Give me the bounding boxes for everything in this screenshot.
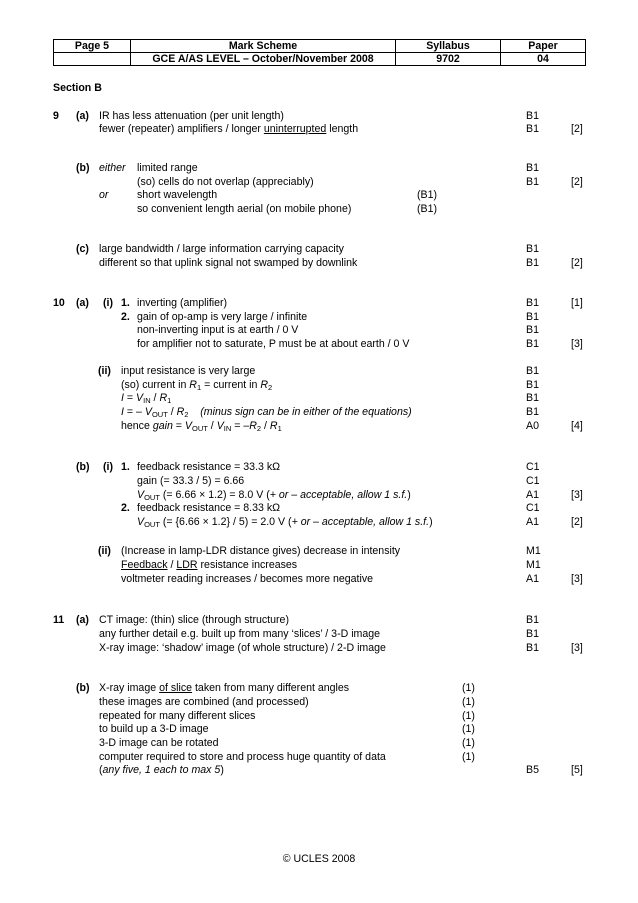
q10a-i-line-4: for amplifier not to saturate, P must be at about earth / 0 V <box>137 338 410 350</box>
q10a-i-total-2: [3] <box>571 338 583 350</box>
q11a-label: (a) <box>76 614 89 626</box>
q10a-i-mark-3: B1 <box>526 324 539 336</box>
q9b-mark-1: B1 <box>526 162 539 174</box>
q10a-ii-line-2: (so) current in $R_1$ = current in $R_2$ <box>121 379 273 392</box>
q11-number: 11 <box>53 614 65 626</box>
q11a-line-3: X-ray image: ‘shadow’ image (of whole structure) / 2-D image <box>99 642 386 654</box>
q10b-ii-line-1: (Increase in lamp-LDR distance gives) decrease in intensity <box>121 545 401 557</box>
q10b-i-line-1: feedback resistance = 33.3 kΩ <box>137 461 281 473</box>
page-label: Page 5 <box>54 40 131 53</box>
header-row-labels <box>54 40 586 53</box>
q9c-label: (c) <box>76 243 89 255</box>
q10b-i-mark-1: C1 <box>526 461 540 473</box>
q9b-alt-mark-1: (B1) <box>417 189 438 201</box>
q10b-i-line-4: feedback resistance = 8.33 kΩ <box>137 502 281 514</box>
q9c-line-1: large bandwidth / large information carrying capacity <box>99 243 344 255</box>
q9b-total: [2] <box>571 176 583 188</box>
exam-title: GCE A/AS LEVEL – October/November 2008 <box>131 53 396 66</box>
q11a-mark-3: B1 <box>526 642 539 654</box>
q10b-ii-mark-3: A1 <box>526 573 539 585</box>
q11a-line-2: any further detail e.g. built up from many ‘slices’ / 3-D image <box>99 628 381 640</box>
q10b-i-line-3: $V_{OUT}$ (= 6.66 × 1.2) = 8.0 V (+ or – acceptable, allow 1 s.f.) <box>137 489 411 502</box>
scheme-label: Mark Scheme <box>131 40 396 53</box>
q9a-line-2: fewer (repeater) amplifiers / longer uninterrupted length <box>99 123 359 135</box>
q10a-i-mark-2: B1 <box>526 311 539 323</box>
q11a-mark-1: B1 <box>526 614 539 626</box>
q11b-line-3: repeated for many different slices <box>99 710 256 722</box>
q10b-i-total-2: [2] <box>571 516 583 528</box>
q9a-mark-1: B1 <box>526 110 539 122</box>
header-table <box>53 39 586 66</box>
q10b-ii-line-3: voltmeter reading increases / becomes more negative <box>121 573 374 585</box>
paper-code: 04 <box>501 53 586 66</box>
q11a-line-1: CT image: (thin) slice (through structure) <box>99 614 289 626</box>
q9c-mark-2: B1 <box>526 257 539 269</box>
q10b-i-total-1: [3] <box>571 489 583 501</box>
q11b-total: [5] <box>571 764 583 776</box>
syllabus-code: 9702 <box>396 53 501 66</box>
q9a-line-1: IR has less attenuation (per unit length) <box>99 110 284 122</box>
q11b-line-4: to build up a 3-D image <box>99 723 209 735</box>
q10b-i-mark-5: A1 <box>526 516 539 528</box>
q10b-ii-mark-2: M1 <box>526 559 541 571</box>
q10b-ii-total: [3] <box>571 573 583 585</box>
q10a-ii-line-4: I = – $V_{OUT} / R_2$ (minus sign can be in either of the equations) <box>121 406 412 419</box>
q9b-mark-2: B1 <box>526 176 539 188</box>
q9c-mark-1: B1 <box>526 243 539 255</box>
q9a-label: (a) <box>76 110 89 122</box>
q11b-sub-mark-6: (1) <box>462 751 475 763</box>
q10a-ii-mark-3: B1 <box>526 392 539 404</box>
q11b-sub-mark-2: (1) <box>462 696 475 708</box>
paper-label: Paper <box>501 40 586 53</box>
q9b-alt-mark-2: (B1) <box>417 203 438 215</box>
header-row-values <box>54 53 586 66</box>
q9a-mark-2: B1 <box>526 123 539 135</box>
q10-number: 10 <box>53 297 65 309</box>
q10b-ii-mark-1: M1 <box>526 545 541 557</box>
q11b-line-1: X-ray image of slice taken from many different angles <box>99 682 350 694</box>
q10a-i-total-1: [1] <box>571 297 583 309</box>
q10b-i-mark-4: C1 <box>526 502 540 514</box>
q10b-ii-label: (ii) <box>98 545 111 557</box>
q11b-line-2: these images are combined (and processed) <box>99 696 309 708</box>
q9b-line-1: limited range <box>137 162 198 174</box>
header-blank <box>54 53 131 66</box>
section-heading: Section B <box>53 82 102 94</box>
q10a-i-label: (i) <box>103 297 113 309</box>
q11b-line-5: 3-D image can be rotated <box>99 737 219 749</box>
q10a-ii-total: [4] <box>571 420 583 432</box>
q9b-or: or <box>99 189 109 201</box>
q10a-i-num-2: 2. <box>121 311 130 323</box>
q9b-line-3: short wavelength <box>137 189 218 201</box>
q10a-ii-label: (ii) <box>98 365 111 377</box>
q9b-line-4: so convenient length aerial (on mobile phone) <box>137 203 352 215</box>
q10a-ii-mark-2: B1 <box>526 379 539 391</box>
q9c-line-2: different so that uplink signal not swamped by downlink <box>99 257 358 269</box>
q11b-sub-mark-4: (1) <box>462 723 475 735</box>
q10a-ii-mark-5: A0 <box>526 420 539 432</box>
q9c-total: [2] <box>571 257 583 269</box>
q10a-ii-line-3: $I = V_{IN} / R_1$ <box>121 392 172 405</box>
q10b-label: (b) <box>76 461 90 473</box>
syllabus-label: Syllabus <box>396 40 501 53</box>
q10a-ii-mark-4: B1 <box>526 406 539 418</box>
q10b-i-label: (i) <box>103 461 113 473</box>
q10a-ii-mark-1: B1 <box>526 365 539 377</box>
q10b-ii-line-2: Feedback / LDR resistance increases <box>121 559 298 571</box>
q10a-i-mark-4: B1 <box>526 338 539 350</box>
q10a-i-mark-1: B1 <box>526 297 539 309</box>
q11b-line-7: (any five, 1 each to max 5) <box>99 764 224 776</box>
q9b-either: either <box>99 162 126 174</box>
q10a-i-line-1: inverting (amplifier) <box>137 297 228 309</box>
q10b-i-mark-2: C1 <box>526 475 540 487</box>
q11b-sub-mark-3: (1) <box>462 710 475 722</box>
q10a-label: (a) <box>76 297 89 309</box>
q9b-line-2: (so) cells do not overlap (appreciably) <box>137 176 314 188</box>
q10b-i-num-2: 2. <box>121 502 130 514</box>
q10b-i-line-5: $V_{OUT}$ (= {6.66 × 1.2} / 5) = 2.0 V (+ or – acceptable, allow 1 s.f.) <box>137 516 433 529</box>
q10a-i-num-1: 1. <box>121 297 130 309</box>
q11b-sub-mark-1: (1) <box>462 682 475 694</box>
q11a-mark-2: B1 <box>526 628 539 640</box>
q10a-ii-line-1: input resistance is very large <box>121 365 256 377</box>
q11b-sub-mark-5: (1) <box>462 737 475 749</box>
q9-number: 9 <box>53 110 59 122</box>
q11a-total: [3] <box>571 642 583 654</box>
q10a-i-line-2: gain of op-amp is very large / infinite <box>137 311 308 323</box>
q9a-total: [2] <box>571 123 583 135</box>
q10a-ii-line-5: hence gain = $V_{OUT} / V_{IN} = -R_2 / R_1$ <box>121 420 282 433</box>
q11b-label: (b) <box>76 682 90 694</box>
q9b-label: (b) <box>76 162 90 174</box>
q10b-i-mark-3: A1 <box>526 489 539 501</box>
q11b-mark: B5 <box>526 764 539 776</box>
q10a-i-line-3: non-inverting input is at earth / 0 V <box>137 324 299 336</box>
q11b-line-6: computer required to store and process huge quantity of data <box>99 751 386 763</box>
q10b-i-line-2: gain (= 33.3 / 5) = 6.66 <box>137 475 245 487</box>
footer-copyright: © UCLES 2008 <box>282 853 356 865</box>
q10b-i-num-1: 1. <box>121 461 130 473</box>
